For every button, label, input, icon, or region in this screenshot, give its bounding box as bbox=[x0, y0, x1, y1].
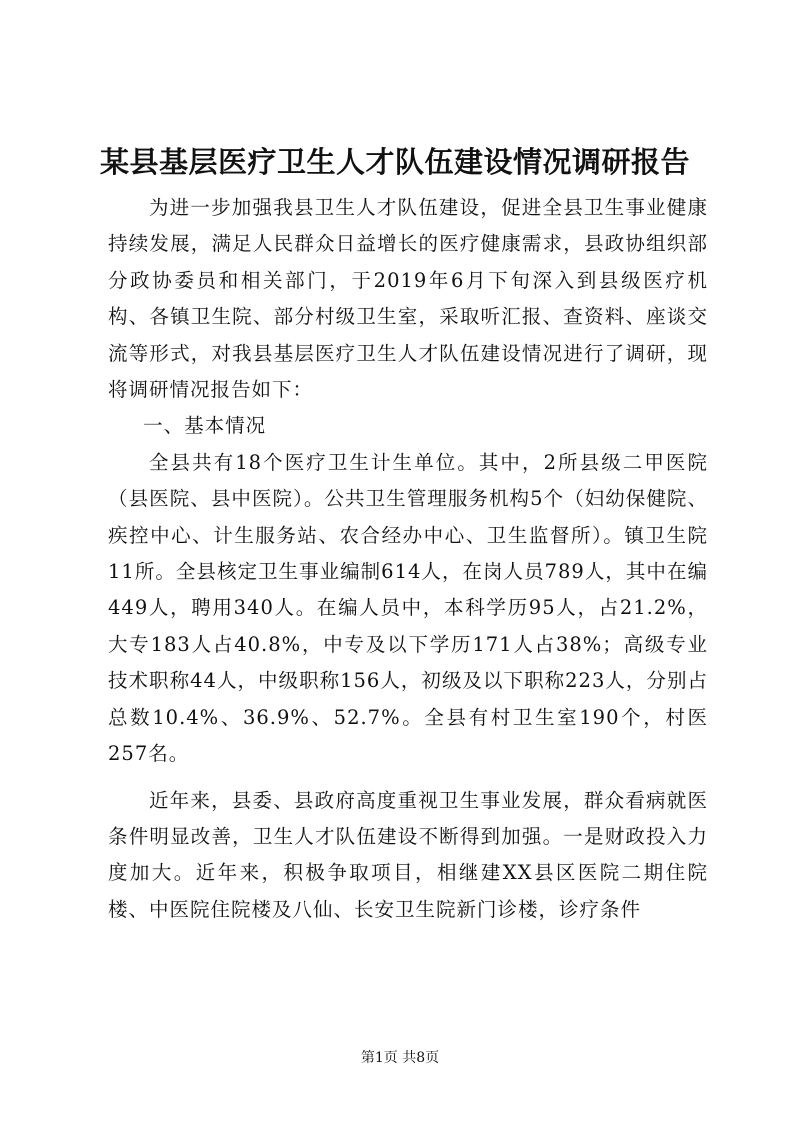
page-title: 某县基层医疗卫生人才队伍建设情况调研报告 bbox=[100, 145, 691, 179]
intro-paragraph: 为进一步加强我县卫生人才队伍建设，促进全县卫生事业健康持续发展，满足人民群众日益增长的医疗健康需求，县政协组织部分政协委员和相关部门，于2019年6月下旬深入到县级医疗机构、各镇卫生院、部分村级卫生室，采取听汇报、查资料、座谈交流等形式，对我县基层医疗卫生人才队伍建设情况进行了调研，现将调研情况报告如下： bbox=[108, 196, 708, 402]
basic-situation-paragraph: 全县共有18个医疗卫生计生单位。其中，2所县级二甲医院（县医院、县中医院）。公共卫生管理服务机构5个（妇幼保健院、疾控中心、计生服务站、农合经办中心、卫生监督所）。镇卫生院11所。全县核定卫生事业编制614人，在岗人员789人，其中在编449人，聘用340人。在编人员中，本科学历95人，占21.2%，大专183人占40.8%，中专及以下学历171人占38%；高级专业技术职称44人，中级职称156人，初级及以下职称223人，分别占总数10.4%、36.9%、52.7%。全县有村卫生室190个，村医257名。 bbox=[108, 450, 708, 766]
recent-years-paragraph: 近年来，县委、县政府高度重视卫生事业发展，群众看病就医条件明显改善，卫生人才队伍建设不断得到加强。一是财政投入力度加大。近年来，积极争取项目，相继建XX县区医院二期住院楼、中医院住院楼及八仙、长安卫生院新门诊楼，诊疗条件 bbox=[108, 788, 708, 921]
document-body bbox=[108, 190, 708, 928]
page-footer: 第1页 共8页 bbox=[360, 1050, 440, 1066]
section-heading-basic: 一、基本情况 bbox=[143, 414, 267, 438]
